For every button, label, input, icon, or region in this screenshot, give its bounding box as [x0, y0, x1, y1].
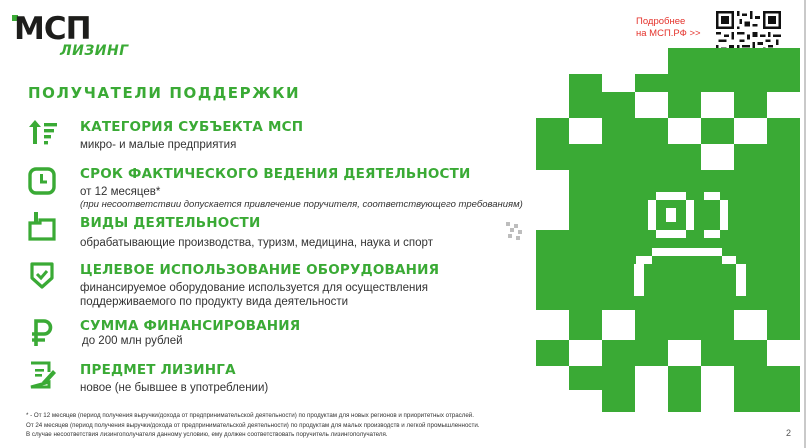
- item-desc: новое (не бывшее в употреблении): [80, 382, 269, 394]
- clock-icon: [28, 167, 56, 195]
- document-pen-icon: [28, 360, 56, 388]
- item-title: СУММА ФИНАНСИРОВАНИЯ: [80, 318, 301, 334]
- msp-leasing-logo[interactable]: [14, 10, 134, 60]
- section-title: ПОЛУЧАТЕЛИ ПОДДЕРЖКИ: [28, 84, 301, 102]
- pixel-decoration: [536, 48, 800, 412]
- item-title: ЦЕЛЕВОЕ ИСПОЛЬЗОВАНИЕ ОБОРУДОВАНИЯ: [80, 262, 440, 278]
- footnote-line: В случае несоответствия лизингополучателя данному условию, ему должен соответствовать поручитель лизингополучателя.: [26, 431, 388, 438]
- item-title: ПРЕДМЕТ ЛИЗИНГА: [80, 362, 236, 378]
- footnote: [26, 411, 480, 440]
- item-note: (при несоответствии допускается привлечение поручителя, соответствующего требованиям): [80, 199, 523, 210]
- small-pixel-mark: [506, 222, 526, 247]
- item-desc-line2: поддерживаемого по продукту вида деятельности: [80, 296, 349, 308]
- item-desc: обрабатывающие производства, туризм, медицина, наука и спорт: [80, 237, 433, 249]
- footnote-line: * - От 12 месяцев (период получения выручки/дохода от предпринимательской деятельности) по продуктам для новых регионов и приоритетных отраслей.: [26, 412, 474, 419]
- sort-arrow-icon: [28, 118, 56, 146]
- more-info-link[interactable]: [636, 16, 701, 40]
- item-title: СРОК ФАКТИЧЕСКОГО ВЕДЕНИЯ ДЕЯТЕЛЬНОСТИ: [80, 166, 471, 182]
- factory-icon: [28, 211, 56, 239]
- item-desc: микро- и малые предприятия: [80, 139, 237, 151]
- shield-check-icon: [28, 261, 56, 289]
- logo-main-text: МСП: [14, 11, 91, 47]
- ruble-icon: [28, 318, 56, 346]
- item-desc: от 12 месяцев*: [80, 186, 161, 198]
- logo-sub-text: ЛИЗИНГ: [60, 43, 129, 59]
- footnote-line: От 24 месяцев (период получения выручки/дохода от предпринимательской деятельности) по продуктам для малых производств и легкой промышленности.: [26, 421, 480, 429]
- page-number: 2: [786, 428, 792, 438]
- item-desc: финансируемое оборудование используется для осуществления: [80, 282, 428, 294]
- item-title: КАТЕГОРИЯ СУБЪЕКТА МСП: [80, 119, 304, 135]
- more-info-line2: на МСП.РФ >>: [636, 28, 701, 39]
- more-info-line1: Подробнее: [636, 16, 686, 27]
- item-title: ВИДЫ ДЕЯТЕЛЬНОСТИ: [80, 215, 261, 231]
- item-desc: до 200 млн рублей: [82, 335, 183, 347]
